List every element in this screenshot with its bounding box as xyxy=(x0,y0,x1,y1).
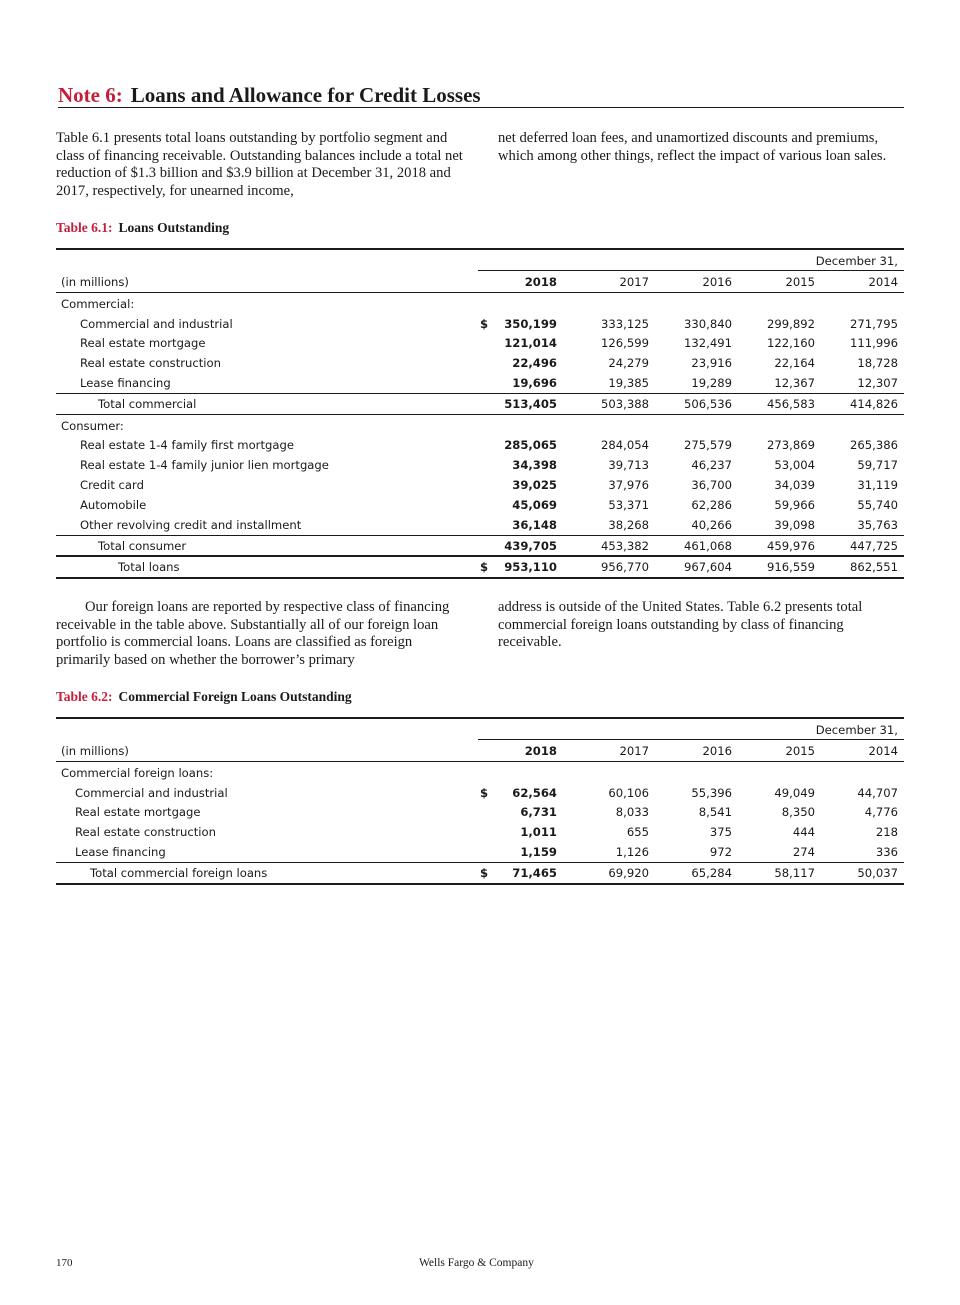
table-cell: 58,117 xyxy=(774,866,815,880)
table-cell: 34,398 xyxy=(512,458,557,472)
table-rule xyxy=(56,393,904,394)
currency-symbol: $ xyxy=(480,317,489,331)
row-label: Commercial foreign loans: xyxy=(61,766,214,780)
table-number: Table 6.2: xyxy=(56,689,113,704)
table-row xyxy=(56,783,904,803)
table-cell: 18,728 xyxy=(857,356,898,370)
table-cell: 1,126 xyxy=(615,845,649,859)
table-cell: 350,199 xyxy=(504,317,557,331)
table-cell: 59,717 xyxy=(857,458,898,472)
period-underline xyxy=(478,739,904,740)
table-cell: 126,599 xyxy=(601,336,649,350)
table-cell: 461,068 xyxy=(684,539,732,553)
table-cell: 36,700 xyxy=(691,478,732,492)
table-cell: 44,707 xyxy=(857,786,898,800)
total-row xyxy=(56,557,904,577)
period-label: December 31, xyxy=(815,723,898,737)
table-top-rule xyxy=(56,248,904,250)
row-label: Real estate construction xyxy=(80,356,221,370)
table-cell: 45,069 xyxy=(512,498,557,512)
table-cell: 50,037 xyxy=(857,866,898,880)
table-title: Commercial Foreign Loans Outstanding xyxy=(118,689,352,704)
table-cell: 8,033 xyxy=(615,805,649,819)
table-cell: 122,160 xyxy=(767,336,815,350)
table-cell: 273,869 xyxy=(767,438,815,452)
table-cell: 333,125 xyxy=(601,317,649,331)
table-cell: 46,237 xyxy=(691,458,732,472)
table-rule xyxy=(56,862,904,863)
row-label: Real estate 1-4 family junior lien mortgage xyxy=(80,458,329,472)
table-cell: 967,604 xyxy=(684,560,732,574)
row-label: Commercial: xyxy=(61,297,135,311)
row-label: Consumer: xyxy=(61,419,124,433)
row-label: Lease financing xyxy=(80,376,171,390)
table-cell: 39,098 xyxy=(774,518,815,532)
table-cell: 375 xyxy=(709,825,732,839)
table-cell: 8,350 xyxy=(781,805,815,819)
table-row xyxy=(56,455,904,475)
row-label: Real estate 1-4 family first mortgage xyxy=(80,438,294,452)
table-cell: 459,976 xyxy=(767,539,815,553)
period-header-row xyxy=(56,251,904,271)
table-cell: 8,541 xyxy=(698,805,732,819)
unit-label: (in millions) xyxy=(61,744,129,758)
total-row xyxy=(56,863,904,883)
table-cell: 59,966 xyxy=(774,498,815,512)
section-header-row xyxy=(56,294,904,314)
table-cell: 336 xyxy=(875,845,898,859)
table-6-2-caption xyxy=(56,689,352,705)
foreign-loans-paragraph-right: address is outside of the United States. Table 6.2 presents total commercial foreign loans outstanding by class of financing receivable. xyxy=(498,599,863,651)
table-title: Loans Outstanding xyxy=(118,220,230,235)
table-row xyxy=(56,475,904,495)
table-cell: 862,551 xyxy=(850,560,898,574)
table-cell: 456,583 xyxy=(767,397,815,411)
unit-label: (in millions) xyxy=(61,275,129,289)
row-label: Total consumer xyxy=(98,539,187,553)
year-header: 2018 xyxy=(524,275,557,289)
table-cell: 22,164 xyxy=(774,356,815,370)
note-title: Loans and Allowance for Credit Losses xyxy=(130,83,481,107)
table-cell: 274 xyxy=(792,845,815,859)
table-cell: 53,004 xyxy=(774,458,815,472)
row-label: Total commercial foreign loans xyxy=(90,866,268,880)
table-rule xyxy=(56,577,904,579)
table-cell: 444 xyxy=(792,825,815,839)
table-cell: 37,976 xyxy=(608,478,649,492)
intro-paragraph-right: net deferred loan fees, and unamortized discounts and premiums, which among other things, reflect the impact of various loan sales. xyxy=(498,130,887,164)
table-cell: 972 xyxy=(709,845,732,859)
table-cell: 35,763 xyxy=(857,518,898,532)
year-header: 2014 xyxy=(868,275,898,289)
currency-symbol: $ xyxy=(480,866,489,880)
row-label: Commercial and industrial xyxy=(75,786,228,800)
foreign-loans-paragraph-left: Our foreign loans are reported by respective class of financing receivable in the table above. Substantially all of our foreign loan portfolio is commercial loans. Loans are classified as foreign primarily based on whether the borrower’s primary xyxy=(56,599,450,668)
table-cell: 953,110 xyxy=(504,560,557,574)
column-header-row xyxy=(56,272,904,292)
footer-company: Wells Fargo & Company xyxy=(419,1257,534,1269)
currency-symbol: $ xyxy=(480,560,489,574)
table-cell: 506,536 xyxy=(684,397,732,411)
table-cell: 62,564 xyxy=(512,786,557,800)
row-label: Lease financing xyxy=(75,845,166,859)
table-cell: 36,148 xyxy=(512,518,557,532)
table-row xyxy=(56,435,904,455)
table-cell: 655 xyxy=(626,825,649,839)
table-row xyxy=(56,333,904,353)
header-rule xyxy=(56,761,904,762)
year-header: 2016 xyxy=(702,275,732,289)
table-cell: 62,286 xyxy=(691,498,732,512)
section-header-row xyxy=(56,763,904,783)
table-cell: 39,713 xyxy=(608,458,649,472)
table-cell: 265,386 xyxy=(850,438,898,452)
table-rule xyxy=(56,883,904,885)
table-row xyxy=(56,515,904,535)
table-6-1-caption xyxy=(56,220,229,236)
row-label: Total loans xyxy=(118,560,180,574)
row-label: Real estate construction xyxy=(75,825,216,839)
table-cell: 22,496 xyxy=(512,356,557,370)
table-cell: 299,892 xyxy=(767,317,815,331)
table-cell: 53,371 xyxy=(608,498,649,512)
period-underline xyxy=(478,270,904,271)
column-header-row xyxy=(56,741,904,761)
table-cell: 439,705 xyxy=(504,539,557,553)
year-header: 2017 xyxy=(619,275,649,289)
currency-symbol: $ xyxy=(480,786,489,800)
table-rule xyxy=(56,535,904,536)
table-cell: 19,289 xyxy=(691,376,732,390)
row-label: Credit card xyxy=(80,478,144,492)
table-cell: 60,106 xyxy=(608,786,649,800)
subtotal-row xyxy=(56,536,904,556)
table-cell: 39,025 xyxy=(512,478,557,492)
table-rule xyxy=(56,414,904,415)
table-rule xyxy=(56,555,904,557)
table-cell: 503,388 xyxy=(601,397,649,411)
table-cell: 49,049 xyxy=(774,786,815,800)
table-cell: 111,996 xyxy=(850,336,898,350)
year-header: 2014 xyxy=(868,744,898,758)
table-cell: 284,054 xyxy=(601,438,649,452)
table-cell: 275,579 xyxy=(684,438,732,452)
table-cell: 1,011 xyxy=(520,825,557,839)
table-cell: 4,776 xyxy=(864,805,898,819)
section-header-row xyxy=(56,416,904,436)
intro-paragraph-left: Table 6.1 presents total loans outstanding by portfolio segment and class of financing receivable. Outstanding balances include a total net reduction of $1.3 billion and $3.9 billion at December 31, 2018 and 2017, respectively, for unearned income, xyxy=(56,130,463,199)
row-label: Commercial and industrial xyxy=(80,317,233,331)
table-row xyxy=(56,353,904,373)
table-cell: 1,159 xyxy=(520,845,557,859)
table-cell: 513,405 xyxy=(504,397,557,411)
row-label: Other revolving credit and installment xyxy=(80,518,302,532)
table-cell: 12,367 xyxy=(774,376,815,390)
table-cell: 121,014 xyxy=(504,336,557,350)
table-cell: 38,268 xyxy=(608,518,649,532)
table-cell: 65,284 xyxy=(691,866,732,880)
table-row xyxy=(56,373,904,393)
row-label: Real estate mortgage xyxy=(75,805,201,819)
table-cell: 19,696 xyxy=(512,376,557,390)
table-cell: 453,382 xyxy=(601,539,649,553)
period-header-row xyxy=(56,720,904,740)
table-cell: 71,465 xyxy=(512,866,557,880)
table-cell: 24,279 xyxy=(608,356,649,370)
table-number: Table 6.1: xyxy=(56,220,113,235)
page-number: 170 xyxy=(56,1257,73,1269)
year-header: 2018 xyxy=(524,744,557,758)
table-row xyxy=(56,495,904,515)
row-label: Real estate mortgage xyxy=(80,336,206,350)
table-cell: 414,826 xyxy=(850,397,898,411)
period-label: December 31, xyxy=(815,254,898,268)
table-cell: 447,725 xyxy=(850,539,898,553)
table-cell: 916,559 xyxy=(767,560,815,574)
year-header: 2016 xyxy=(702,744,732,758)
table-cell: 34,039 xyxy=(774,478,815,492)
table-cell: 19,385 xyxy=(608,376,649,390)
note-heading xyxy=(58,83,904,108)
table-cell: 55,396 xyxy=(691,786,732,800)
table-cell: 956,770 xyxy=(601,560,649,574)
table-cell: 31,119 xyxy=(857,478,898,492)
header-rule xyxy=(56,292,904,293)
note-number: Note 6: xyxy=(58,83,123,107)
year-header: 2017 xyxy=(619,744,649,758)
table-cell: 132,491 xyxy=(684,336,732,350)
table-cell: 6,731 xyxy=(520,805,557,819)
table-cell: 69,920 xyxy=(608,866,649,880)
subtotal-row xyxy=(56,394,904,414)
table-row xyxy=(56,314,904,334)
table-cell: 218 xyxy=(875,825,898,839)
table-cell: 55,740 xyxy=(857,498,898,512)
row-label: Automobile xyxy=(80,498,147,512)
table-row xyxy=(56,802,904,822)
row-label: Total commercial xyxy=(98,397,197,411)
table-cell: 40,266 xyxy=(691,518,732,532)
table-row xyxy=(56,842,904,862)
table-cell: 330,840 xyxy=(684,317,732,331)
year-header: 2015 xyxy=(785,744,815,758)
table-cell: 12,307 xyxy=(857,376,898,390)
table-top-rule xyxy=(56,717,904,719)
year-header: 2015 xyxy=(785,275,815,289)
table-cell: 271,795 xyxy=(850,317,898,331)
table-cell: 285,065 xyxy=(504,438,557,452)
table-row xyxy=(56,822,904,842)
table-cell: 23,916 xyxy=(691,356,732,370)
